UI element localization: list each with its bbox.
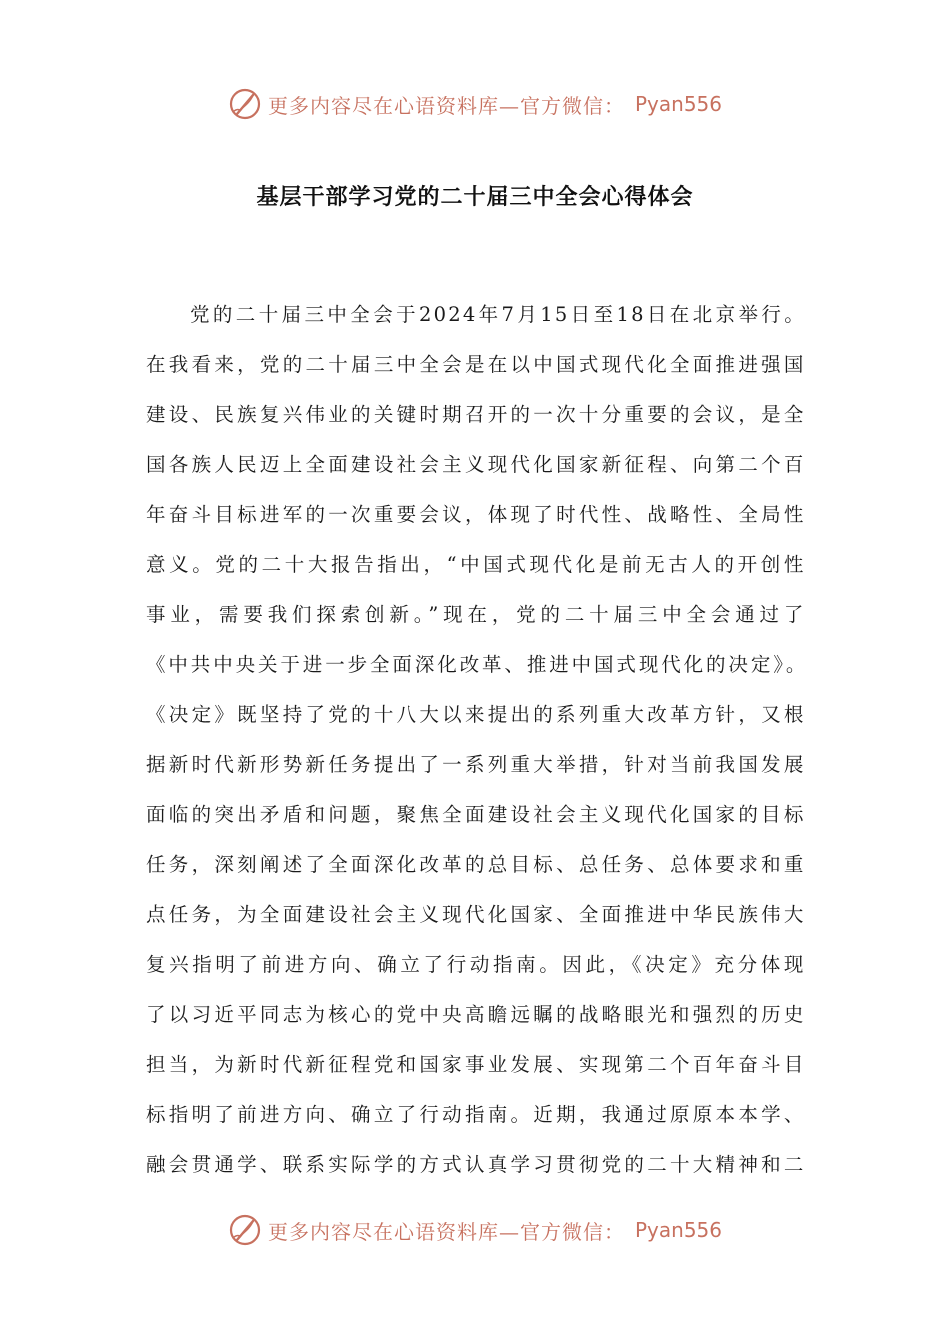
document-title: 基层干部学习党的二十届三中全会心得体会	[256, 185, 694, 210]
body-line: 标指明了前进方向、确立了行动指南。近期，我通过原原本本学、	[146, 1103, 806, 1126]
body-line: 复兴指明了前进方向、确立了行动指南。因此，《决定》充分体现	[146, 953, 806, 976]
footer-banner-text: 更多内容尽在心语资料库—官方微信：	[267, 1219, 625, 1244]
body-line: 据新时代新形势新任务提出了一系列重大举措，针对当前我国发展	[146, 753, 806, 776]
footer-wechat-id: Pyan556	[634, 1218, 722, 1242]
body-line: 了以习近平同志为核心的党中央高瞻远瞩的战略眼光和强烈的历史	[146, 1003, 806, 1026]
body-line: 年奋斗目标进军的一次重要会议，体现了时代性、战略性、全局性	[146, 503, 806, 526]
body-line: 事业，需要我们探索创新。”现在，党的二十届三中全会通过了	[146, 603, 806, 626]
body-line: 点任务，为全面建设社会主义现代化国家、全面推进中华民族伟大	[146, 903, 806, 926]
quill-logo-icon	[228, 87, 262, 121]
footer-banner	[0, 1210, 950, 1250]
body-line: 担当，为新时代新征程党和国家事业发展、实现第二个百年奋斗目	[146, 1053, 806, 1076]
body-line: 《决定》既坚持了党的十八大以来提出的系列重大改革方针，又根	[146, 703, 806, 726]
body-line: 任务，深刻阐述了全面深化改革的总目标、总任务、总体要求和重	[146, 853, 806, 876]
body-line: 融会贯通学、联系实际学的方式认真学习贯彻党的二十大精神和二	[146, 1153, 806, 1176]
body-line: 在我看来，党的二十届三中全会是在以中国式现代化全面推进强国	[146, 353, 806, 376]
quill-logo-icon	[228, 1213, 262, 1247]
header-wechat-id: Pyan556	[634, 92, 722, 116]
header-banner-text: 更多内容尽在心语资料库—官方微信：	[267, 93, 625, 118]
body-line: 建设、民族复兴伟业的关键时期召开的一次十分重要的会议，是全	[146, 403, 806, 426]
document-body	[146, 290, 806, 1190]
body-line: 意义。党的二十大报告指出，“中国式现代化是前无古人的开创性	[146, 553, 806, 576]
body-line: 国各族人民迈上全面建设社会主义现代化国家新征程、向第二个百	[146, 453, 806, 476]
body-line: 《中共中央关于进一步全面深化改革、推进中国式现代化的决定》。	[146, 653, 806, 676]
body-line: 面临的突出矛盾和问题，聚焦全面建设社会主义现代化国家的目标	[146, 803, 806, 826]
header-banner	[0, 84, 950, 124]
body-line: 党的二十届三中全会于2024年7月15日至18日在北京举行。	[190, 303, 806, 326]
